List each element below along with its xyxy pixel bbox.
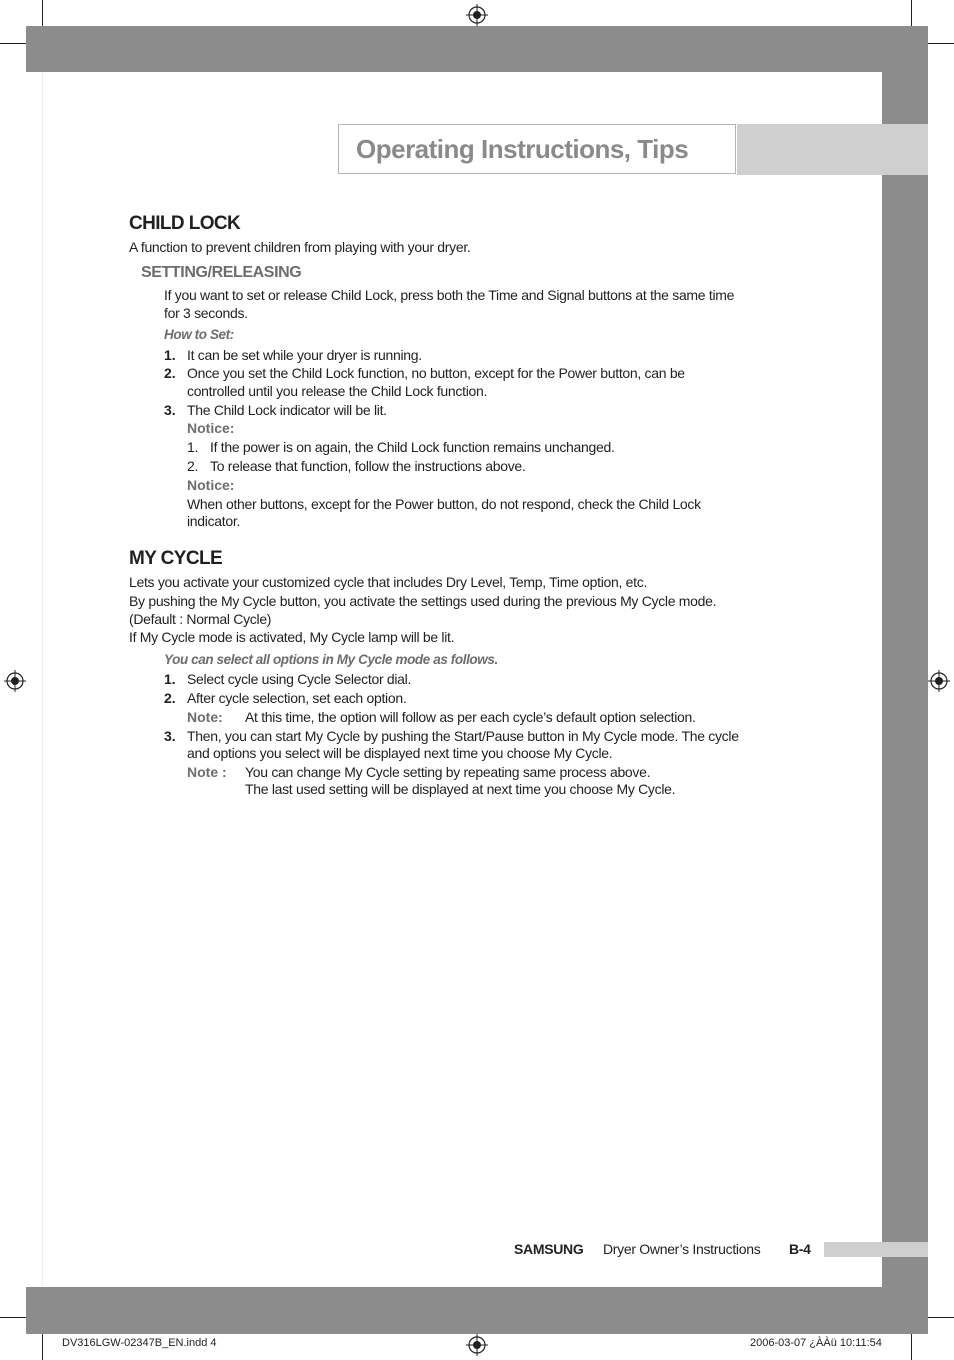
frame-left-margin (26, 72, 43, 1287)
my-cycle-heading: MY CYCLE (129, 548, 223, 569)
crop-mark (928, 43, 954, 44)
notice-item-number: 1. (187, 439, 199, 455)
crop-mark (911, 1334, 912, 1360)
registration-mark-icon (928, 670, 950, 692)
my-cycle-line: If My Cycle mode is activated, My Cycle lamp will be lit. (129, 629, 455, 645)
notice-label: Notice: (187, 477, 235, 493)
footer-page-number: B-4 (789, 1241, 811, 1257)
notice-text: When other buttons, except for the Power button, do not respond, check the Child Lock (187, 496, 701, 512)
step-text: It can be set while your dryer is running. (187, 347, 422, 363)
step-text: and options you select will be displayed next time you choose My Cycle. (187, 745, 613, 761)
note-text: The last used setting will be displayed at next time you choose My Cycle. (245, 781, 676, 797)
step-text: Then, you can start My Cycle by pushing the Start/Pause button in My Cycle mode. The cycle (187, 728, 739, 744)
frame-bottom-bar (26, 1287, 928, 1334)
slug-file-name: DV316LGW-02347B_EN.indd 4 (62, 1337, 217, 1349)
notice-label: Notice: (187, 420, 235, 436)
notice-text: indicator. (187, 513, 241, 529)
footer-tab (824, 1242, 928, 1257)
crop-mark (0, 43, 26, 44)
step-number: 2. (164, 690, 176, 706)
crop-mark (42, 1334, 43, 1360)
frame-right-bar (882, 26, 928, 1334)
note-text: At this time, the option will follow as per each cycle’s default option selection. (245, 709, 696, 725)
frame-top-bar (26, 26, 928, 72)
footer-doc-title: Dryer Owner’s Instructions (603, 1241, 761, 1257)
step-text: Select cycle using Cycle Selector dial. (187, 671, 412, 687)
registration-mark-icon (466, 4, 488, 26)
child-lock-intro: A function to prevent children from playing with your dryer. (129, 239, 471, 255)
step-number: 3. (164, 728, 176, 744)
notice-item-text: If the power is on again, the Child Lock function remains unchanged. (210, 439, 615, 455)
my-cycle-options-label: You can select all options in My Cycle mode as follows. (164, 652, 498, 667)
how-to-set-label: How to Set: (164, 327, 234, 342)
step-text: controlled until you release the Child Lock function. (187, 383, 488, 399)
note-text: You can change My Cycle setting by repeating same process above. (245, 764, 651, 780)
note-label: Note : (187, 764, 227, 780)
page-title-tab (737, 124, 928, 175)
registration-mark-icon (466, 1334, 488, 1356)
child-lock-heading: CHILD LOCK (129, 213, 241, 234)
slug-timestamp: 2006-03-07 ¿ÀÀü 10:11:54 (750, 1337, 882, 1349)
step-text: After cycle selection, set each option. (187, 690, 407, 706)
step-number: 3. (164, 402, 176, 418)
page-title: Operating Instructions, Tips (356, 134, 689, 164)
crop-mark (42, 0, 43, 26)
step-text: Once you set the Child Lock function, no button, except for the Power button, can be (187, 365, 685, 381)
my-cycle-line: (Default : Normal Cycle) (129, 611, 272, 627)
step-number: 1. (164, 347, 176, 363)
my-cycle-line: Lets you activate your customized cycle that includes Dry Level, Temp, Time option, etc. (129, 574, 648, 590)
setting-desc-line1: If you want to set or release Child Lock, press both the Time and Signal buttons at the same time (164, 287, 735, 303)
step-number: 2. (164, 365, 176, 381)
notice-item-text: To release that function, follow the instructions above. (210, 458, 526, 474)
my-cycle-line: By pushing the My Cycle button, you activate the settings used during the previous My Cycle mode. (129, 593, 717, 609)
setting-desc-line2: for 3 seconds. (164, 305, 248, 321)
notice-item-number: 2. (187, 458, 199, 474)
step-number: 1. (164, 671, 176, 687)
note-label: Note: (187, 709, 223, 725)
step-text: The Child Lock indicator will be lit. (187, 402, 387, 418)
crop-mark (0, 1317, 26, 1318)
registration-mark-icon (4, 670, 26, 692)
crop-mark (928, 1317, 954, 1318)
crop-mark (911, 0, 912, 26)
setting-releasing-heading: SETTING/RELEASING (141, 264, 302, 281)
footer-brand: SAMSUNG (514, 1241, 584, 1257)
